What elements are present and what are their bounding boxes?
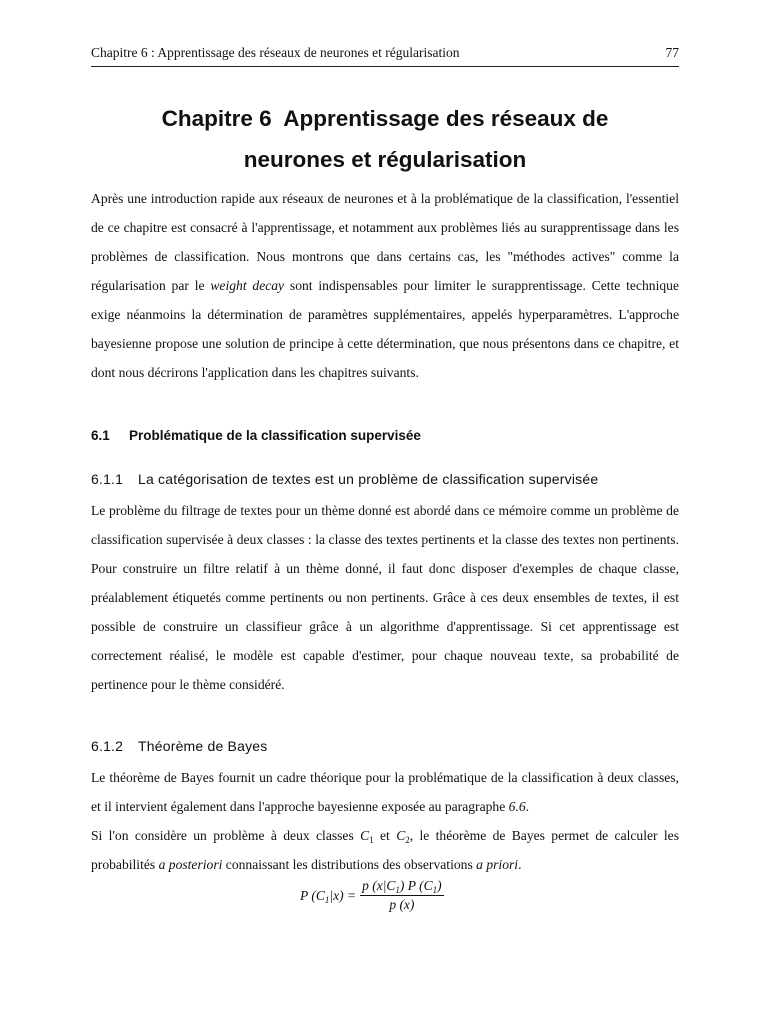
bayes-p2-end: . <box>518 857 522 872</box>
numer-part: ) <box>437 878 442 893</box>
formula-fraction <box>360 878 444 913</box>
bayes-p2-text-c: connaissant les distributions des observations <box>222 857 477 872</box>
subsection-heading-6-1-1 <box>91 471 598 487</box>
section-number: 6.1 <box>91 428 110 443</box>
lhs-subscript: 1 <box>324 894 330 905</box>
subsection-title: La catégorisation de textes est un problème de classification supervisée <box>138 471 599 487</box>
section-title: Problématique de la classification supervisée <box>129 428 421 443</box>
subscript-1: 1 <box>369 835 374 845</box>
intro-italic: weight decay <box>210 278 285 293</box>
formula-denominator: p (x) <box>389 897 415 912</box>
chapter-title <box>91 98 679 180</box>
subsection-heading-6-1-2 <box>91 738 267 754</box>
class-symbol-c: C <box>396 828 406 843</box>
subsection-title: Théorème de Bayes <box>138 738 268 754</box>
intro-text-b: sont indispensables pour limiter le surapprentissage. Cette technique exige néanmoins la détermination de paramètres supplémentaires, appelés hyperparamètres. L'approche bayesienne propose une solution de principe à cette détermination, que nous présentons dans ce chapitre, et dont nous décrirons l'application dans les chapitres suivants. <box>91 278 679 380</box>
subsection-number: 6.1.2 <box>91 738 124 754</box>
numer-part: p (x|C <box>362 878 396 893</box>
section-heading-6-1 <box>91 428 421 443</box>
chapter-title-line2: neurones et régularisation <box>243 147 527 172</box>
formula-numerator <box>360 878 444 896</box>
page-number: 77 <box>665 45 679 60</box>
numer-subscript: 1 <box>432 885 438 895</box>
bayes-p2-text-a: Si l'on considère un problème à deux classes <box>91 828 361 843</box>
lhs-part: |x) = <box>329 887 357 903</box>
conjunction: et <box>373 828 397 843</box>
class-symbol-c: C <box>360 828 370 843</box>
chapter-title-line1: Chapitre 6 Apprentissage des réseaux de <box>161 106 609 131</box>
bayes-formula <box>300 878 444 913</box>
running-header <box>91 44 679 67</box>
subsection-number: 6.1.1 <box>91 471 124 487</box>
a-priori-term: a priori <box>476 857 519 872</box>
bayes-p1-end: . <box>525 799 530 814</box>
intro-paragraph <box>91 184 679 387</box>
running-title: Chapitre 6 : Apprentissage des réseaux de neurones et régularisation <box>91 45 460 60</box>
bayes-p2-text-b: , le théorème de Bayes permet de calculer les probabilités <box>91 828 680 872</box>
subscript-2: 2 <box>405 835 410 845</box>
intro-text-a: Après une introduction rapide aux réseaux de neurones et à la problématique de la classification, l'essentiel de ce chapitre est consacré à l'apprentissage, et notamment aux problèmes liés au surapprentissage dans les problèmes de classification. Nous montrons que dans certains cas, les "méthodes actives" comme la régularisation par le <box>91 191 679 293</box>
section-reference: 6.6 <box>508 799 526 814</box>
a-posteriori-term: a posteriori <box>158 857 223 872</box>
numer-part: ) P (C <box>399 878 433 893</box>
numer-subscript: 1 <box>395 885 400 895</box>
bayes-paragraph-2 <box>91 821 679 879</box>
bayes-paragraph-1 <box>91 763 679 821</box>
formula-lhs <box>300 888 356 904</box>
subsection-6-1-1-body: Le problème du filtrage de textes pour un thème donné est abordé dans ce mémoire comme un problème de classification supervisée à deux classes : la classe des textes pertinents et la classe des textes non pertinents. Pour construire un filtre relatif à un thème donné, il faut donc disposer d'exemples de chaque classe, préalablement étiquetés comme pertinents ou non pertinents. Grâce à ces deux ensembles de textes, il est possible de construire un classifieur grâce à un algorithme d'apprentissage. Si cet apprentissage est correctement réalisé, le modèle est capable d'estimer, pour chaque nouveau texte, sa probabilité de pertinence pour le thème considéré. <box>91 503 679 692</box>
bayes-p1-text: Le théorème de Bayes fournit un cadre théorique pour la problématique de la classification à deux classes, et il intervient également dans l'approche bayesienne exposée au paragraphe <box>91 770 679 814</box>
lhs-part: P (C <box>300 887 325 903</box>
